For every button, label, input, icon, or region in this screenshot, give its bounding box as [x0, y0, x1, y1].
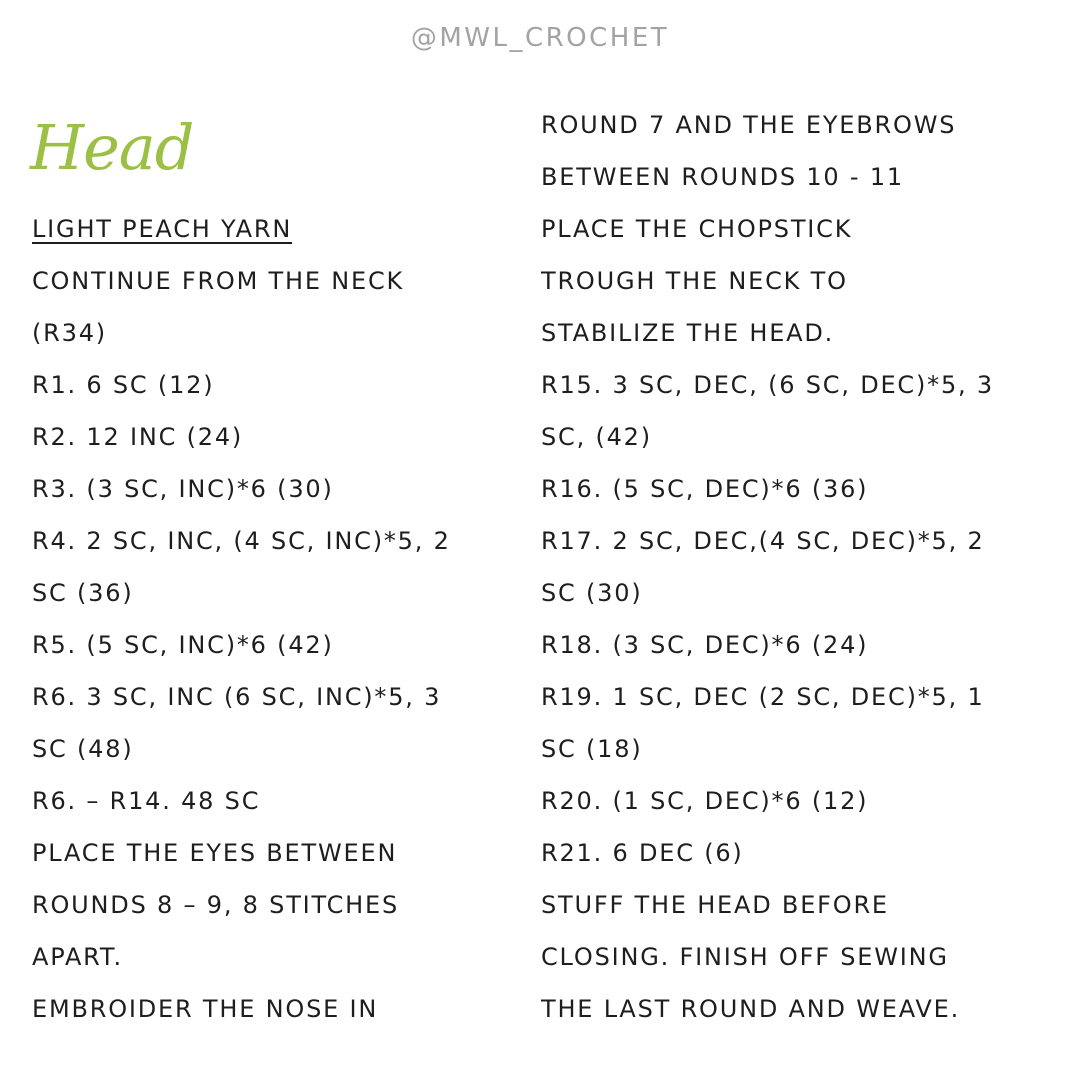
- right-instructions-column: [541, 99, 1066, 1035]
- instruction-line: R19. 1 SC, DEC (2 SC, DEC)*5, 1: [541, 683, 985, 711]
- instruction-line: EMBROIDER THE NOSE IN: [32, 995, 379, 1023]
- instruction-line: ROUNDS 8 – 9, 8 STITCHES: [32, 891, 400, 919]
- instruction-line: STABILIZE THE HEAD.: [541, 319, 835, 347]
- instruction-line: CLOSING. FINISH OFF SEWING: [541, 943, 949, 971]
- instruction-line: STUFF THE HEAD BEFORE: [541, 891, 889, 919]
- instruction-line: PLACE THE EYES BETWEEN: [32, 839, 398, 867]
- left-instructions-column: [32, 203, 512, 1035]
- instruction-line: R1. 6 SC (12): [32, 371, 215, 399]
- account-handle: @MWL_CROCHET: [410, 23, 670, 53]
- instruction-line: R4. 2 SC, INC, (4 SC, INC)*5, 2: [32, 527, 451, 555]
- instruction-line: THE LAST ROUND AND WEAVE.: [541, 995, 961, 1023]
- instruction-line: R3. (3 SC, INC)*6 (30): [32, 475, 334, 503]
- instruction-line: SC (18): [541, 735, 643, 763]
- instruction-line: SC (30): [541, 579, 643, 607]
- instruction-line: R16. (5 SC, DEC)*6 (36): [541, 475, 869, 503]
- instruction-line: CONTINUE FROM THE NECK: [32, 267, 405, 295]
- instruction-line: R18. (3 SC, DEC)*6 (24): [541, 631, 869, 659]
- instruction-line: BETWEEN ROUNDS 10 - 11: [541, 163, 904, 191]
- instruction-line: R6. – R14. 48 SC: [32, 787, 261, 815]
- section-title: Head: [30, 111, 194, 184]
- instruction-line: R21. 6 DEC (6): [541, 839, 744, 867]
- instruction-line: R2. 12 INC (24): [32, 423, 244, 451]
- instruction-line: R15. 3 SC, DEC, (6 SC, DEC)*5, 3: [541, 371, 994, 399]
- instruction-line: (R34): [32, 319, 107, 347]
- instruction-line: SC (36): [32, 579, 134, 607]
- instruction-line: SC (48): [32, 735, 134, 763]
- instruction-line: R6. 3 SC, INC (6 SC, INC)*5, 3: [32, 683, 442, 711]
- instruction-line: SC, (42): [541, 423, 652, 451]
- instruction-line: TROUGH THE NECK TO: [541, 267, 848, 295]
- instruction-line: APART.: [32, 943, 123, 971]
- instruction-line: PLACE THE CHOPSTICK: [541, 215, 853, 243]
- yarn-color-label: LIGHT PEACH YARN: [32, 215, 293, 243]
- instruction-line: ROUND 7 AND THE EYEBROWS: [541, 111, 957, 139]
- instruction-line: R5. (5 SC, INC)*6 (42): [32, 631, 334, 659]
- instruction-line: R17. 2 SC, DEC,(4 SC, DEC)*5, 2: [541, 527, 985, 555]
- instruction-line: R20. (1 SC, DEC)*6 (12): [541, 787, 869, 815]
